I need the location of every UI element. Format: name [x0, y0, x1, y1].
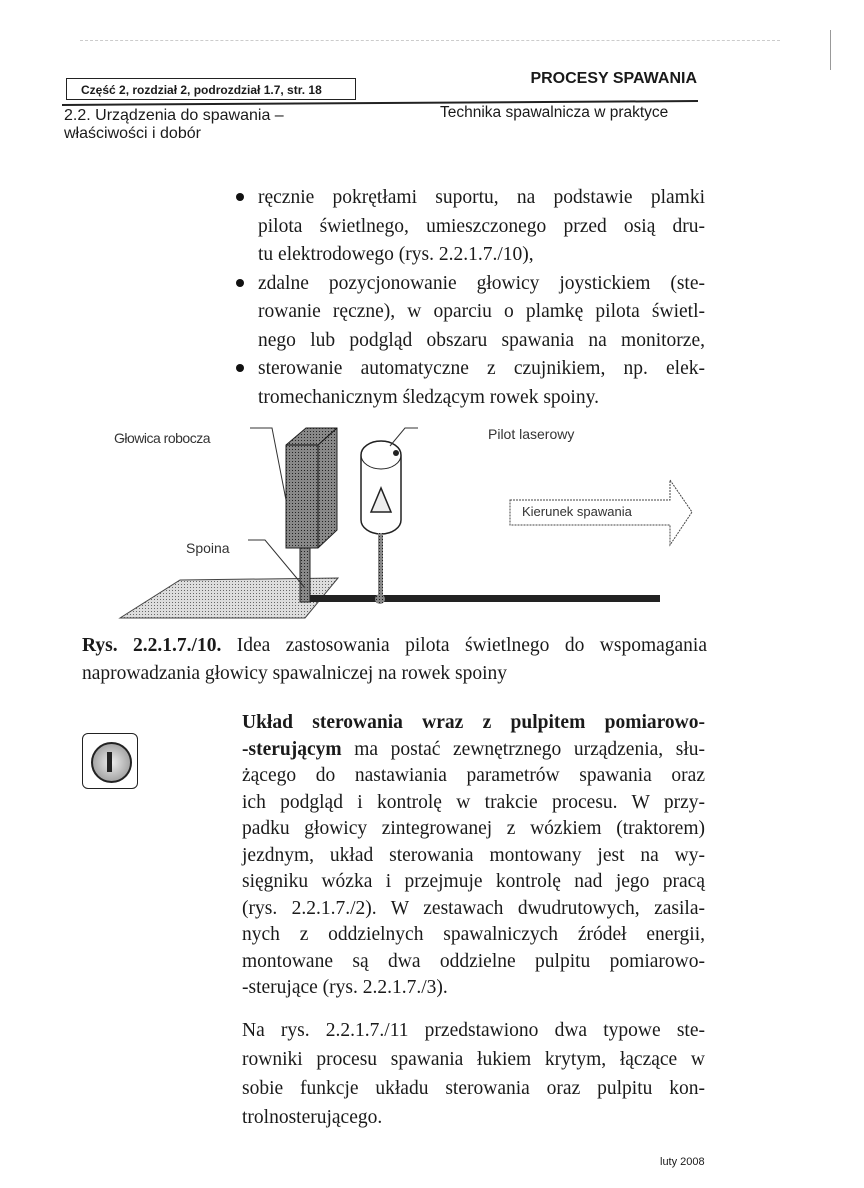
bullet-list — [258, 184, 705, 412]
welding-head — [286, 428, 337, 548]
label-head: Głowica robocza — [114, 430, 210, 446]
text-line: Układ sterowania wraz z pulpitem pomiarowo- — [242, 712, 705, 733]
paragraph-control-unit — [242, 710, 705, 1002]
text-line: żącego do nastawiania parametrów spawania oraz — [242, 765, 705, 786]
text-line: rowniki procesu spawania łukiem krytym, łączące w — [242, 1049, 705, 1070]
text-line: tromechanicznym śledzącym rowek spoiny. — [258, 386, 599, 408]
scan-edge — [80, 40, 780, 41]
text-line: trolnosterującego. — [242, 1107, 383, 1128]
text-line: tu elektrodowego (rys. 2.2.1.7./10), — [258, 244, 534, 265]
text-line: padku głowicy zintegrowanej z wózkiem (traktorem) — [242, 818, 705, 839]
figure-caption — [82, 632, 707, 688]
text-line: pilota świetlnego, umieszczonego przed osią dru- — [258, 215, 705, 237]
text-line: Na rys. 2.2.1.7./11 przedstawiono dwa typowe ste- — [242, 1020, 705, 1041]
bullet-icon — [236, 279, 244, 287]
caption-line: naprowadzania głowicy spawalniczej na rowek spoiny — [82, 663, 508, 684]
caption-line — [82, 632, 707, 660]
text-span: ma postać zewnętrznego urządzenia, słu- — [341, 738, 705, 760]
bullet-icon — [236, 364, 244, 372]
footer-date: luty 2008 — [660, 1156, 705, 1168]
text-line: zdalne pozycjonowanie głowicy joystickiem (ste- — [258, 272, 705, 294]
bullet-icon — [236, 193, 244, 201]
text-line: ręcznie pokrętłami suportu, na podstawie plamki — [258, 187, 705, 208]
text-line: ich podgląd i kontrolę w trakcie procesu. W przy- — [242, 791, 705, 813]
text-line: sięgniku wózka i przejmuje kontrolę nad jego pracą — [242, 871, 705, 892]
section-title-line: właściwości i dobór — [64, 125, 201, 142]
series-title: PROCESY SPAWANIA — [530, 70, 697, 87]
text-line: jezdnym, układ sterowania montowany jest na wy- — [242, 844, 705, 866]
section-title — [64, 107, 284, 143]
label-pilot: Pilot laserowy — [488, 426, 575, 442]
text-line: sterowanie automatyczne z czujnikiem, np. elek- — [258, 358, 705, 379]
text-line: nych z oddzielnych spawalniczych źródeł energii, — [242, 924, 705, 945]
weld-seam — [305, 595, 660, 602]
text-line — [242, 737, 705, 764]
text-line: (rys. 2.2.1.7./2). W zestawach dwudrutowych, zasila- — [242, 897, 705, 919]
caption-number: Rys. 2.2.1.7./10. — [82, 635, 222, 656]
label-direction: Kierunek spawania — [522, 504, 632, 519]
text-line: montowane są dwa oddzielne pulpitu pomiarowo- — [242, 950, 705, 972]
text-line: nego lub podgląd obszaru spawania na monitorze, — [258, 329, 705, 351]
scan-edge — [830, 30, 831, 70]
caption-text: Idea zastosowania pilota świetlnego do wspomagania — [236, 635, 707, 656]
bullet-item — [258, 184, 705, 270]
section-title-line: 2.2. Urządzenia do spawania – — [64, 107, 284, 124]
text-line: rowanie ręczne), w oparciu o plamkę pilota świetl- — [258, 301, 705, 322]
info-icon — [82, 733, 138, 789]
bold-term: -sterującym — [242, 738, 342, 760]
bullet-item — [258, 355, 705, 412]
location-box: Część 2, rozdział 2, podrozdział 1.7, str. 18 — [66, 78, 356, 100]
book-title: Technika spawalnicza w praktyce — [440, 104, 669, 121]
text-line: sobie funkcje układu sterowania oraz pulpitu kon- — [242, 1078, 705, 1099]
label-weld: Spoina — [186, 540, 230, 556]
text-line: -sterujące (rys. 2.2.1.7./3). — [242, 977, 448, 998]
paragraph-controllers — [242, 1016, 705, 1132]
bullet-item — [258, 270, 705, 356]
